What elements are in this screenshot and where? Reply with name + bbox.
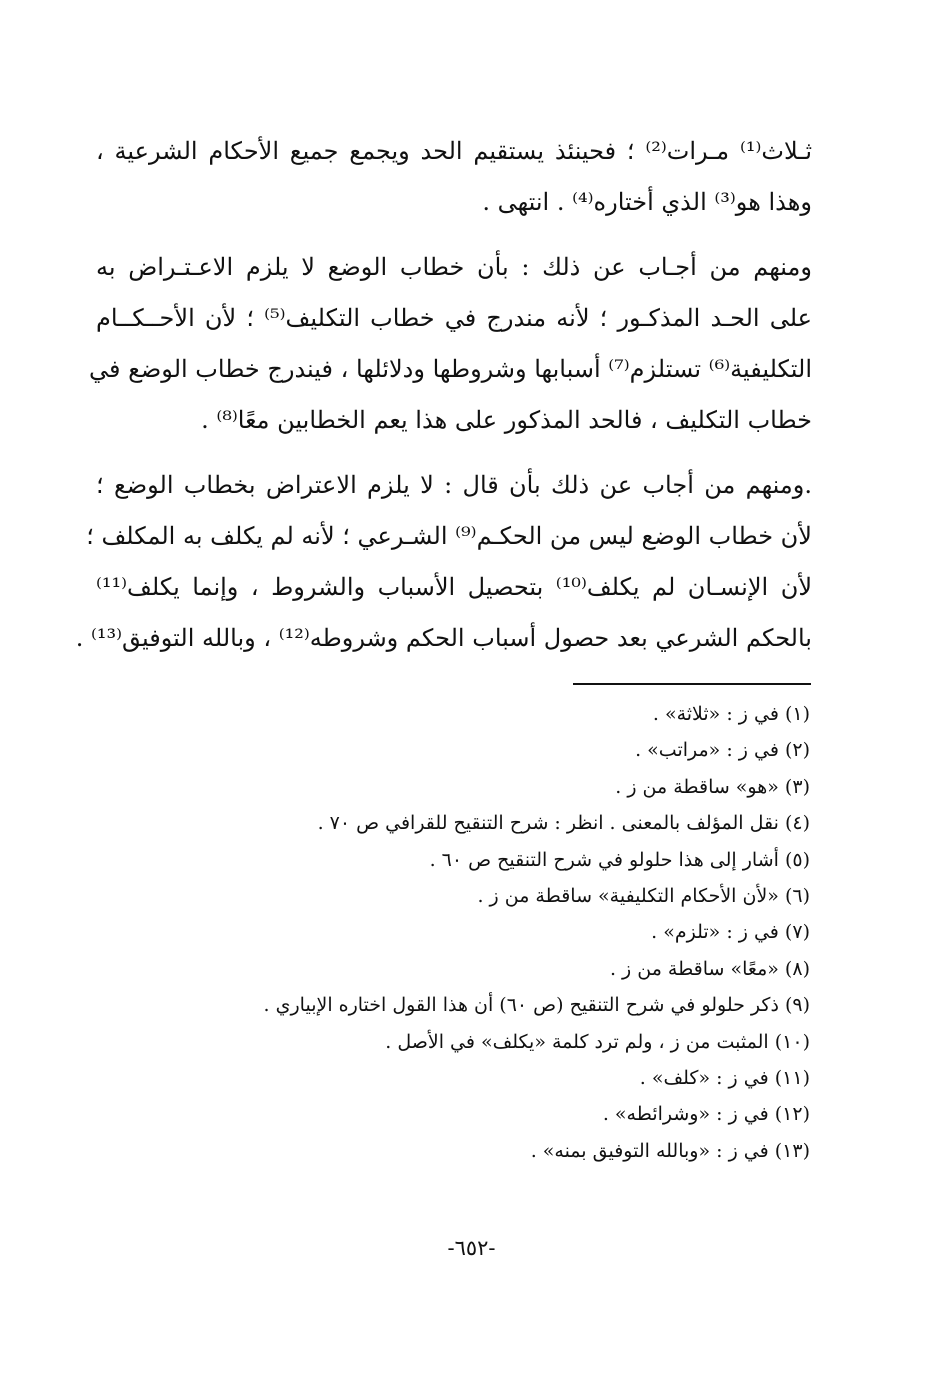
body-line: ومنهم من أجـاب عن ذلك : بأن خطاب الوضع لا يلزم الاعـتـراض به — [96, 253, 812, 281]
body-text — [75, 126, 813, 664]
footnote: (٧) في ز : «تلزم» . — [651, 921, 810, 944]
body-line: .ومنهم من أجاب عن ذلك بأن قال : لا يلزم الاعتراض بخطاب الوضع ؛ — [96, 471, 812, 499]
body-line: ثـلاث⁽¹⁾ مـرات⁽²⁾ ؛ فحينئذ يستقيم الحد ويجمع جميع الأحكام الشرعية ، — [96, 137, 813, 165]
footnote: (٨) «معًا» ساقطة من ز . — [609, 957, 810, 980]
footnote-divider — [573, 683, 811, 685]
paragraph-1 — [96, 126, 812, 228]
footnote: (١١) في ز : «كلف» . — [639, 1066, 810, 1089]
footnote: (٣) «هو» ساقطة من ز . — [615, 775, 810, 798]
footnote: (١٠) المثبت من ز ، ولم ترد كلمة «يكلف» في الأصل . — [385, 1030, 810, 1053]
footnotes — [160, 696, 810, 1169]
body-line: لأن الإنسـان لم يكلف⁽¹⁰⁾ بتحصيل الأسباب والشروط ، وإنما يكلف⁽¹¹⁾ — [96, 573, 813, 601]
footnote: (٥) أشار إلى هذا حلولو في شرح التنقيح ص ٦٠ . — [429, 848, 810, 871]
body-line: بالحكم الشرعي بعد حصول أسباب الحكم وشروطه⁽¹²⁾ ، وبالله التوفيق⁽¹³⁾ . — [75, 624, 812, 652]
footnote: (٩) ذكر حلولو في شرح التنقيح (ص ٦٠) أن هذا القول اختاره الإبياري . — [263, 994, 810, 1017]
footnote: (١٣) في ز : «وبالله التوفيق بمنه» . — [530, 1139, 810, 1162]
body-line: على الحـد المذكـور ؛ لأنه مندرج في خطاب التكليف⁽⁵⁾ ؛ لأن الأحــكــام — [96, 304, 813, 332]
paragraph-2 — [89, 242, 813, 446]
body-line: التكليفية⁽⁶⁾ تستلزم⁽⁷⁾ أسبابها وشروطها ودلائلها ، فيندرج خطاب الوضع في — [89, 355, 812, 383]
footnote: (٦) «لأن الأحكام التكليفية» ساقطة من ز . — [477, 884, 810, 907]
body-line: لأن خطاب الوضع ليس من الحكـم⁽⁹⁾ الشـرعي ؛ لأنه لم يكلف به المكلف ؛ — [86, 522, 812, 550]
paragraph-3 — [75, 460, 813, 664]
body-line: خطاب التكليف ، فالحد المذكور على هذا يعم الخطابين معًا⁽⁸⁾ . — [201, 406, 812, 434]
body-line: وهذا هو⁽³⁾ الذي أختاره⁽⁴⁾ . انتهى . — [482, 188, 812, 216]
footnote: (٤) نقل المؤلف بالمعنى . انظر : شرح التنقيح للقرافي ص ٧٠ . — [317, 812, 810, 835]
footnote: (١٢) في ز : «وشرائطه» . — [602, 1103, 810, 1126]
page-number: -٦٥٢- — [447, 1236, 496, 1260]
footnote: (٢) في ز : «مراتب» . — [635, 739, 810, 762]
footnote: (١) في ز : «ثلاثة» . — [652, 703, 810, 725]
